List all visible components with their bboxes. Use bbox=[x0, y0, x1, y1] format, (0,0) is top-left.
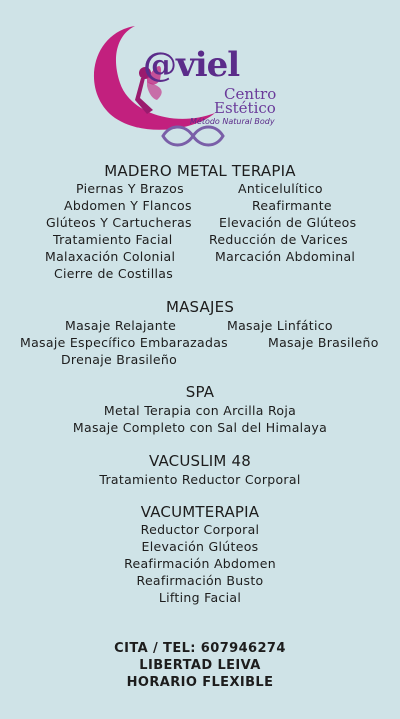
service-item: Malaxación Colonial bbox=[45, 249, 176, 264]
brand-line2: Estético bbox=[214, 99, 276, 117]
service-item: Lifting Facial bbox=[158, 590, 242, 605]
service-item: Masaje Específico Embarazadas bbox=[20, 335, 228, 350]
brand-tagline: Método Natural Body bbox=[190, 117, 275, 126]
service-item: Elevación Glúteos bbox=[141, 539, 259, 554]
service-item: Masaje Relajante bbox=[65, 318, 177, 333]
service-item: Metal Terapia con Arcilla Roja bbox=[103, 403, 297, 418]
contact-phone: CITA / TEL: 607946274 bbox=[114, 641, 286, 656]
service-item: Masaje Brasileño bbox=[268, 335, 379, 350]
service-item: Elevación de Glúteos bbox=[219, 215, 357, 230]
service-item: Tratamiento Reductor Corporal bbox=[99, 472, 301, 487]
schedule-note: HORARIO FLEXIBLE bbox=[126, 675, 274, 690]
vacumterapia-title: VACUMTERAPIA bbox=[140, 503, 260, 521]
service-item: Glúteos Y Cartucheras bbox=[46, 215, 192, 230]
service-item: Drenaje Brasileño bbox=[61, 352, 178, 367]
madero-title: MADERO METAL TERAPIA bbox=[104, 162, 296, 180]
service-item: Marcación Abdominal bbox=[215, 249, 356, 264]
service-item: Anticelulítico bbox=[238, 181, 323, 196]
service-item: Reafirmación Abdomen bbox=[124, 556, 276, 571]
service-item: Reafirmación Busto bbox=[136, 573, 264, 588]
service-item: Cierre de Costillas bbox=[54, 266, 174, 281]
service-item: Reafirmante bbox=[252, 198, 332, 213]
service-item: Masaje Linfático bbox=[227, 318, 333, 333]
brand-name: @viel bbox=[143, 45, 240, 85]
masajes-title: MASAJES bbox=[165, 298, 235, 316]
service-item: Masaje Completo con Sal del Himalaya bbox=[72, 420, 328, 435]
service-item: Tratamiento Facial bbox=[53, 232, 173, 247]
brand-line1: Centro bbox=[224, 85, 277, 103]
service-item: Abdomen Y Flancos bbox=[64, 198, 192, 213]
vacuslim-title: VACUSLIM 48 bbox=[148, 452, 252, 470]
infinity-icon bbox=[163, 127, 223, 145]
spa-title: SPA bbox=[185, 383, 215, 401]
service-item: Reductor Corporal bbox=[140, 522, 260, 537]
contact-name: LIBERTAD LEIVA bbox=[139, 658, 261, 673]
service-item: Piernas Y Brazos bbox=[76, 181, 184, 196]
service-item: Reducción de Varices bbox=[209, 232, 348, 247]
